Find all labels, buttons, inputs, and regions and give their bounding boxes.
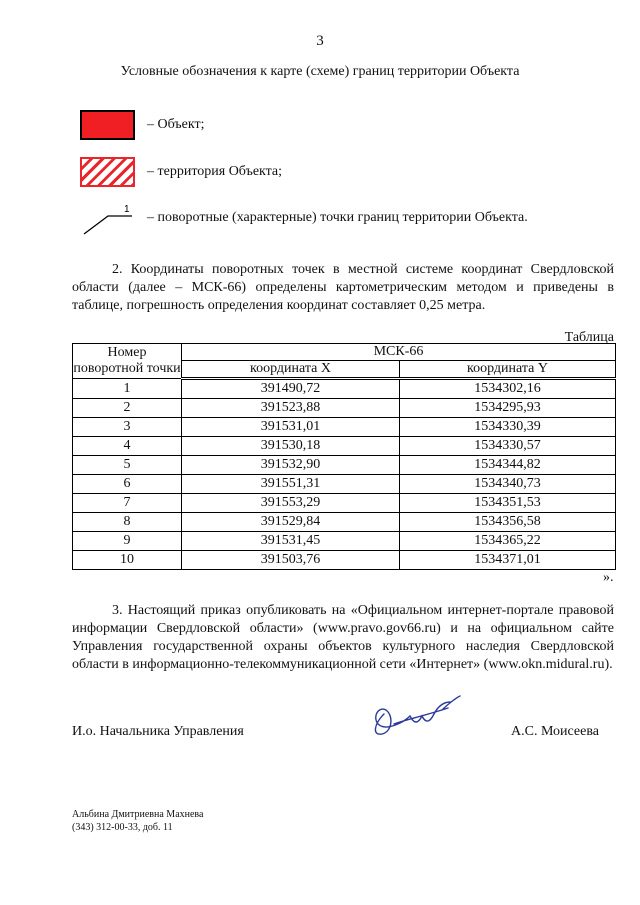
- coordinate-x-cell: 391531,45: [182, 532, 400, 551]
- legend-object-row: [80, 110, 204, 140]
- coordinate-y-cell: 1534351,53: [400, 494, 616, 513]
- coordinate-y-cell: 1534344,82: [400, 456, 616, 475]
- table-row: [73, 399, 616, 418]
- legend-points-label: – поворотные (характерные) точки границ территории Объекта.: [147, 210, 528, 225]
- header-msk66: МСК-66: [182, 344, 616, 361]
- marker-number: 1: [124, 204, 130, 215]
- section-3-paragraph: [72, 602, 614, 674]
- handwritten-signature: [364, 694, 464, 744]
- coordinate-x-cell: 391523,88: [182, 399, 400, 418]
- header-point-number: Номер поворотной точки: [73, 344, 182, 379]
- point-number-cell: 5: [73, 456, 182, 475]
- table-caption: Таблица: [564, 330, 614, 345]
- point-number-cell: 10: [73, 551, 182, 570]
- header-coordinate-x: координата X: [182, 361, 400, 379]
- table-row: [73, 513, 616, 532]
- section-3-text: 3. Настоящий приказ опубликовать на «Официальном интернет-портале правовой информации Свердловской области» (www.pravo.gov66.ru) и на официальном сайте Управления государственной охраны объектов культурного наследия Свердловской области в информационно-телекоммуникационной сети «Интернет» (www.okn.midural.ru).: [72, 603, 614, 672]
- signatory-position: И.о. Начальника Управления: [72, 724, 244, 739]
- point-number-cell: 3: [73, 418, 182, 437]
- point-number-cell: 1: [73, 379, 182, 399]
- coordinate-x-cell: 391503,76: [182, 551, 400, 570]
- coordinate-x-cell: 391553,29: [182, 494, 400, 513]
- executor-block: [72, 808, 203, 834]
- point-number-cell: 8: [73, 513, 182, 532]
- coordinate-y-cell: 1534330,39: [400, 418, 616, 437]
- table-tail: ».: [603, 570, 614, 585]
- turning-point-marker-icon: [80, 200, 135, 236]
- coordinate-y-cell: 1534356,58: [400, 513, 616, 532]
- signatory-name: А.С. Моисеева: [511, 724, 599, 739]
- legend-heading: Условные обозначения к карте (схеме) границ территории Объекта: [120, 64, 520, 79]
- coordinate-y-cell: 1534302,16: [400, 379, 616, 399]
- object-fill-swatch: [80, 110, 135, 140]
- table-row: [73, 418, 616, 437]
- table-row: [73, 456, 616, 475]
- coordinate-y-cell: 1534371,01: [400, 551, 616, 570]
- legend-points-row: [80, 200, 528, 236]
- header-coordinate-y: координата Y: [400, 361, 616, 379]
- coordinate-x-cell: 391529,84: [182, 513, 400, 532]
- executor-name: Альбина Дмитриевна Махнева: [72, 809, 204, 820]
- table-row: [73, 494, 616, 513]
- section-2-paragraph: [72, 261, 614, 315]
- legend-territory-label: – территория Объекта;: [147, 164, 283, 179]
- page-number: 3: [316, 33, 324, 49]
- coordinate-x-cell: 391532,90: [182, 456, 400, 475]
- table-row: [73, 475, 616, 494]
- point-number-cell: 2: [73, 399, 182, 418]
- point-number-cell: 6: [73, 475, 182, 494]
- section-2-text: 2. Координаты поворотных точек в местной системе координат Свердловской области (далее – МСК-66) определены картометрическим методом и приведены в таблице, погрешность определения координат составляет 0,25 метра.: [72, 262, 614, 313]
- coordinate-y-cell: 1534330,57: [400, 437, 616, 456]
- table-row: [73, 532, 616, 551]
- coordinate-y-cell: 1534295,93: [400, 399, 616, 418]
- legend-object-label: – Объект;: [147, 117, 205, 132]
- table-row: [73, 379, 616, 399]
- coordinate-y-cell: 1534365,22: [400, 532, 616, 551]
- executor-phone: (343) 312-00-33, доб. 11: [72, 822, 173, 833]
- territory-hatch-swatch: [80, 157, 135, 187]
- coordinate-x-cell: 391530,18: [182, 437, 400, 456]
- point-number-cell: 7: [73, 494, 182, 513]
- coordinate-x-cell: 391490,72: [182, 379, 400, 399]
- table-row: [73, 437, 616, 456]
- coordinate-y-cell: 1534340,73: [400, 475, 616, 494]
- point-number-cell: 9: [73, 532, 182, 551]
- legend-territory-row: [80, 157, 282, 187]
- coordinate-x-cell: 391551,31: [182, 475, 400, 494]
- table-row: [73, 551, 616, 570]
- coordinate-x-cell: 391531,01: [182, 418, 400, 437]
- coordinates-table: [72, 343, 616, 570]
- point-number-cell: 4: [73, 437, 182, 456]
